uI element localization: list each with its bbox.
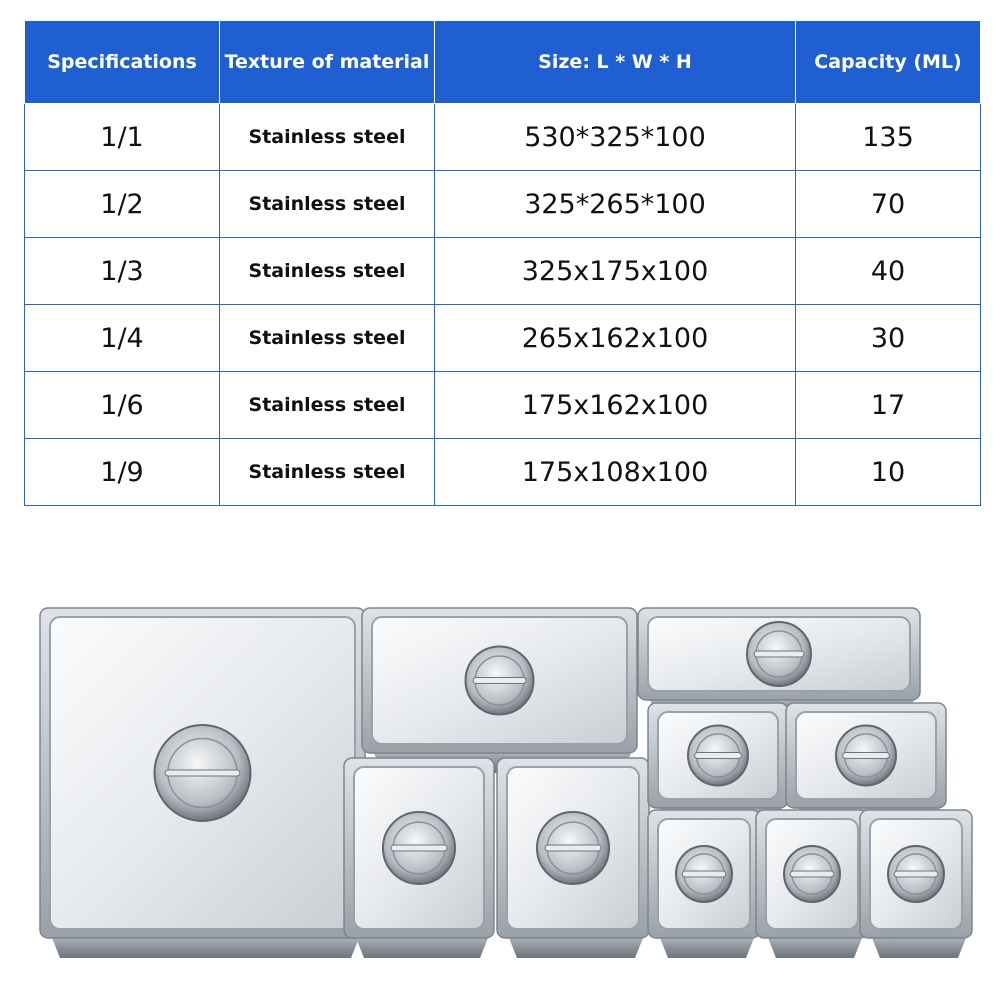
cell-spec: 1/1 <box>25 104 220 171</box>
cell-capacity: 135 <box>796 104 981 171</box>
header-material: Texture of material <box>220 21 435 104</box>
table-row <box>25 439 981 506</box>
cell-spec: 1/2 <box>25 171 220 238</box>
table-row <box>25 238 981 305</box>
pan-1 <box>40 608 365 958</box>
cell-size: 325x175x100 <box>435 238 796 305</box>
header-size: Size: L * W * H <box>435 21 796 104</box>
cell-spec: 1/3 <box>25 238 220 305</box>
table-row <box>25 305 981 372</box>
header-row <box>25 21 981 104</box>
cell-size: 175x108x100 <box>435 439 796 506</box>
pan-4 <box>344 758 494 958</box>
cell-spec: 1/9 <box>25 439 220 506</box>
cell-material: Stainless steel <box>220 372 435 439</box>
cell-capacity: 17 <box>796 372 981 439</box>
pan-10 <box>860 810 972 958</box>
table-row <box>25 372 981 439</box>
cell-spec: 1/6 <box>25 372 220 439</box>
cell-material: Stainless steel <box>220 238 435 305</box>
header-specifications: Specifications <box>25 21 220 104</box>
pan-9 <box>756 810 868 958</box>
cell-material: Stainless steel <box>220 439 435 506</box>
cell-capacity: 40 <box>796 238 981 305</box>
cell-capacity: 30 <box>796 305 981 372</box>
cell-size: 325*265*100 <box>435 171 796 238</box>
cell-capacity: 70 <box>796 171 981 238</box>
cell-material: Stainless steel <box>220 104 435 171</box>
cell-spec: 1/4 <box>25 305 220 372</box>
header-capacity: Capacity (ML) <box>796 21 981 104</box>
cell-capacity: 10 <box>796 439 981 506</box>
pan-8 <box>648 810 760 958</box>
pan-2 <box>362 608 637 773</box>
stainless-steel-gastronorm-pans-image <box>0 590 1000 1000</box>
table-row <box>25 171 981 238</box>
cell-material: Stainless steel <box>220 171 435 238</box>
spec-table <box>24 20 981 506</box>
pan-5 <box>497 758 649 958</box>
cell-material: Stainless steel <box>220 305 435 372</box>
table-row <box>25 104 981 171</box>
cell-size: 175x162x100 <box>435 372 796 439</box>
cell-size: 265x162x100 <box>435 305 796 372</box>
pans-group <box>40 608 972 958</box>
cell-size: 530*325*100 <box>435 104 796 171</box>
